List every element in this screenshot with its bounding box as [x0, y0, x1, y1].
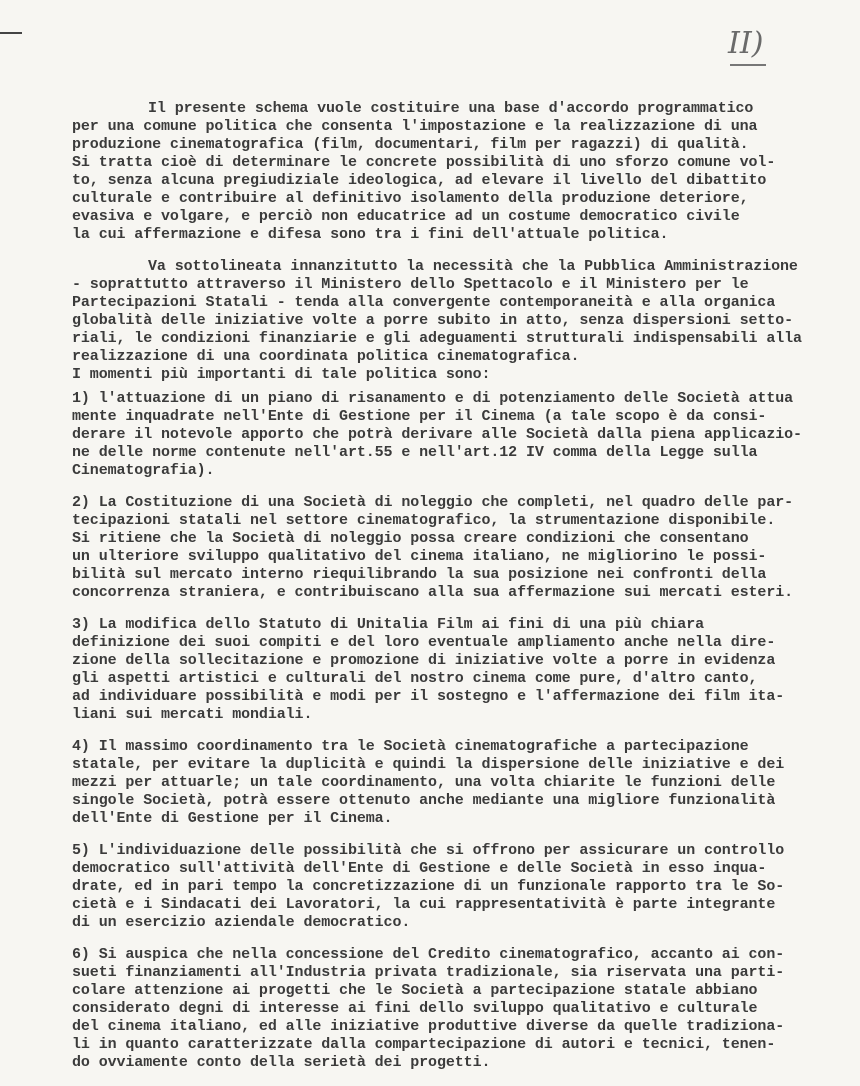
text-line: sueti finanziamenti all'Industria privata tradizionale, sia riservata una parti-: [72, 964, 785, 981]
document-body: [72, 100, 842, 1086]
text-line: statale, per evitare la duplicità e quindi la dispersione delle iniziative e dei: [72, 756, 785, 773]
text-line: cietà e i Sindacati dei Lavoratori, la cui rappresentatività è parte integrante: [72, 896, 776, 913]
text-line: considerato degni di interesse ai fini dello sviluppo qualitativo e culturale: [72, 1000, 758, 1017]
text-line: per una comune politica che consenta l'impostazione e la realizzazione di una: [72, 118, 758, 135]
text-line: 4) Il massimo coordinamento tra le Società cinematografiche a partecipazione: [72, 738, 749, 755]
text-line: mente inquadrate nell'Ente di Gestione per il Cinema (a tale scopo è da consi-: [72, 408, 767, 425]
text-line: li in quanto caratterizzate dalla compartecipazione di autori e tecnici, tenen-: [72, 1036, 776, 1053]
text-line: Va sottolineata innanzitutto la necessità che la Pubblica Amministrazione: [148, 258, 798, 275]
text-line: democratico sull'attività dell'Ente di Gestione e delle Società in esso inqua-: [72, 860, 767, 877]
text-line: dell'Ente di Gestione per il Cinema.: [72, 810, 393, 827]
paragraph: [72, 946, 842, 1072]
text-line: 2) La Costituzione di una Società di noleggio che completi, nel quadro delle par-: [72, 494, 794, 511]
text-line: gli aspetti artistici e culturali del nostro cinema come pure, d'altro canto,: [72, 670, 758, 687]
text-line: do ovviamente conto della serietà dei progetti.: [72, 1054, 491, 1071]
text-line: to, senza alcuna pregiudiziale ideologica, ad elevare il livello del dibattito: [72, 172, 767, 189]
paragraph: [72, 616, 842, 724]
paragraph: [72, 738, 842, 828]
text-line: concorrenza straniera, e contribuiscano alla sua affermazione sui mercati esteri.: [72, 584, 794, 601]
text-line: di un esercizio aziendale democratico.: [72, 914, 411, 931]
text-line: produzione cinematografica (film, documentari, film per ragazzi) di qualità.: [72, 136, 749, 153]
text-line: derare il notevole apporto che potrà derivare alle Società dalla piena applicazio-: [72, 426, 802, 443]
text-line: 3) La modifica dello Statuto di Unitalia Film ai fini di una più chiara: [72, 616, 705, 633]
text-line: riali, le condizioni finanziarie e gli adeguamenti strutturali indispensabili alla: [72, 330, 802, 347]
page-number-underline: [730, 64, 766, 66]
text-line: del cinema italiano, ed alle iniziative produttive diverse da quelle tradiziona-: [72, 1018, 785, 1035]
text-line: Si ritiene che la Società di noleggio possa creare condizioni che consentano: [72, 530, 749, 547]
text-line: globalità delle iniziative volte a porre subito in atto, senza dispersioni setto-: [72, 312, 794, 329]
text-line: tecipazioni statali nel settore cinematografico, la strumentazione disponibile.: [72, 512, 776, 529]
text-line: mezzi per attuarle; un tale coordinamento, una volta chiarite le funzioni delle: [72, 774, 776, 791]
text-line: evasiva e volgare, e perciò non educatrice ad un costume democratico civile: [72, 208, 740, 225]
text-line: definizione dei suoi compiti e del loro eventuale ampliamento anche nella dire-: [72, 634, 776, 651]
margin-mark: [0, 32, 22, 34]
paragraph: [72, 390, 842, 480]
text-line: - soprattutto attraverso il Ministero dello Spettacolo e il Ministero per le: [72, 276, 749, 293]
paragraph: [72, 100, 842, 244]
text-line: colare attenzione ai progetti che le Società a partecipazione statale abbiano: [72, 982, 758, 999]
page-number: [728, 26, 763, 62]
text-line: 5) L'individuazione delle possibilità che si offrono per assicurare un controllo: [72, 842, 785, 859]
text-line: Si tratta cioè di determinare le concrete possibilità di uno sforzo comune vol-: [72, 154, 776, 171]
text-line: Cinematografia).: [72, 462, 215, 479]
text-line: liani sui mercati mondiali.: [72, 706, 313, 723]
paragraph: [72, 842, 842, 932]
text-line: Il presente schema vuole costituire una base d'accordo programmatico: [148, 100, 754, 117]
text-line: ne delle norme contenute nell'art.55 e nell'art.12 IV comma della Legge sulla: [72, 444, 758, 461]
text-line: bilità sul mercato interno riequilibrando la sua posizione nei confronti della: [72, 566, 767, 583]
text-line: singole Società, potrà essere ottenuto anche mediante una migliore funzionalità: [72, 792, 776, 809]
text-line: un ulteriore sviluppo qualitativo del cinema italiano, ne migliorino le possi-: [72, 548, 767, 565]
paragraph: [72, 258, 842, 384]
page-number-text: II): [728, 26, 764, 61]
text-line: Partecipazioni Statali - tenda alla convergente contemporaneità e alla organica: [72, 294, 776, 311]
text-line: culturale e contribuire al definitivo isolamento della produzione deteriore,: [72, 190, 749, 207]
text-line: realizzazione di una coordinata politica cinematografica.: [72, 348, 580, 365]
text-line: zione della sollecitazione e promozione di iniziative volte a porre in evidenza: [72, 652, 776, 669]
text-line: drate, ed in pari tempo la concretizzazione di un funzionale rapporto tra le So-: [72, 878, 785, 895]
text-line: 6) Si auspica che nella concessione del Credito cinematografico, accanto ai con-: [72, 946, 785, 963]
text-line: ad individuare possibilità e modi per il sostegno e l'affermazione dei film ita-: [72, 688, 785, 705]
paragraph: [72, 494, 842, 602]
text-line: 1) l'attuazione di un piano di risanamento e di potenziamento delle Società attua: [72, 390, 794, 407]
text-line: I momenti più importanti di tale politica sono:: [72, 366, 491, 383]
text-line: la cui affermazione e difesa sono tra i fini dell'attuale politica.: [72, 226, 669, 243]
